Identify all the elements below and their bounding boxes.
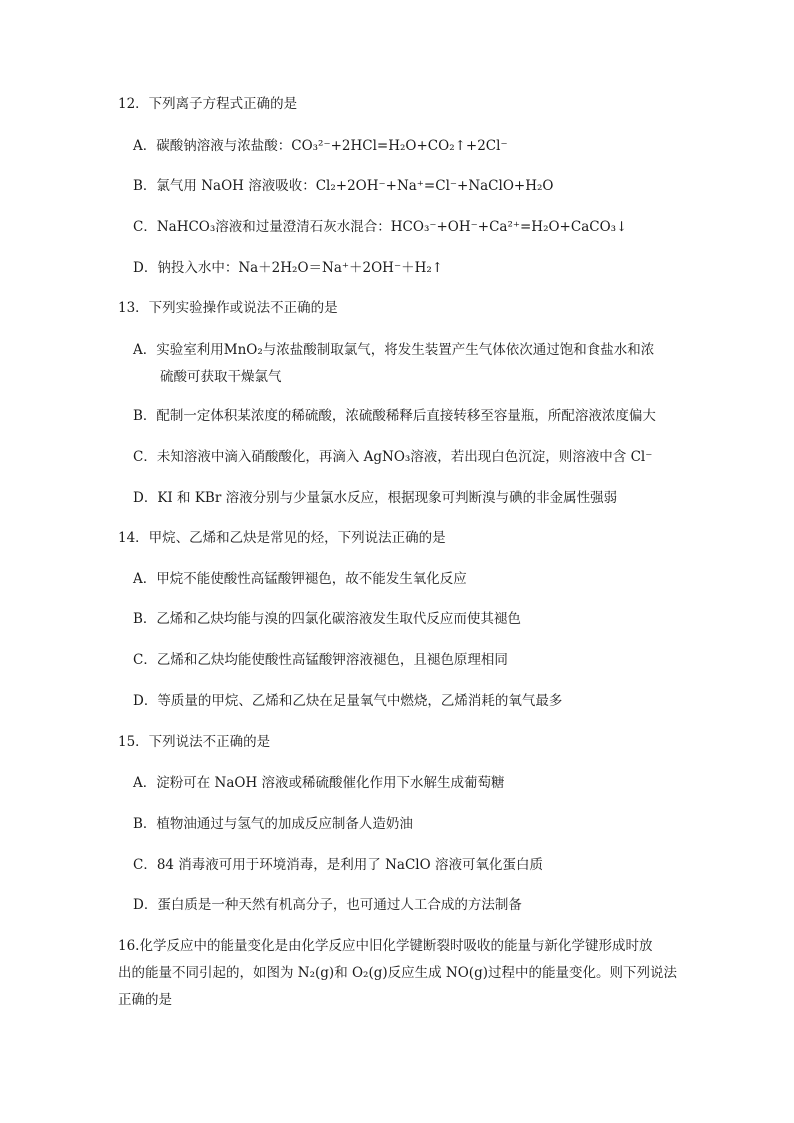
q16-stem-line1: 16.化学反应中的能量变化是由化学反应中旧化学键断裂时吸收的能量与新化学键形成时放 <box>118 938 653 954</box>
q15-option-b: B．植物油通过与氢气的加成反应制备人造奶油 <box>133 816 413 832</box>
q15-option-c: C．84 消毒液可用于环境消毒，是利用了 NaClO 溶液可氧化蛋白质 <box>133 857 543 873</box>
q13-option-d: D．KI 和 KBr 溶液分别与少量氯水反应，根据现象可判断溴与碘的非金属性强弱 <box>133 490 618 506</box>
q12-option-d: D．钠投入水中：Na＋2H₂O＝Na⁺＋2OH⁻＋H₂↑ <box>133 260 444 276</box>
q13-option-a-line2: 硫酸可获取干燥氯气 <box>160 369 282 385</box>
q14-option-d: D．等质量的甲烷、乙烯和乙炔在足量氧气中燃烧，乙烯消耗的氧气最多 <box>133 693 563 709</box>
q14-option-b: B．乙烯和乙炔均能与溴的四氯化碳溶液发生取代反应而使其褪色 <box>133 611 521 627</box>
q16-stem-line3: 正确的是 <box>118 992 172 1008</box>
q13-option-a-line1: A．实验室利用MnO₂与浓盐酸制取氯气，将发生装置产生气体依次通过饱和食盐水和浓 <box>133 342 655 358</box>
q16-stem-line2: 出的能量不同引起的，如图为 N₂(g)和 O₂(g)反应生成 NO(g)过程中的能量变化。则下列说法 <box>118 965 677 981</box>
q15-option-a: A．淀粉可在 NaOH 溶液或稀硫酸催化作用下水解生成葡萄糖 <box>133 775 505 791</box>
q15-stem: 15．下列说法不正确的是 <box>118 734 271 750</box>
q12-stem: 12．下列离子方程式正确的是 <box>118 96 298 112</box>
q13-option-c: C．未知溶液中滴入硝酸酸化，再滴入 AgNO₃溶液，若出现白色沉淀，则溶液中含 Cl⁻ <box>133 449 653 465</box>
q15-option-d: D．蛋白质是一种天然有机高分子，也可通过人工合成的方法制备 <box>133 897 522 913</box>
q14-option-a: A．甲烷不能使酸性高锰酸钾褪色，故不能发生氧化反应 <box>133 571 467 587</box>
q14-option-c: C．乙烯和乙炔均能使酸性高锰酸钾溶液褪色，且褪色原理相同 <box>133 652 508 668</box>
q12-option-c: C．NaHCO₃溶液和过量澄清石灰水混合：HCO₃⁻+OH⁻+Ca²⁺=H₂O+CaCO₃↓ <box>133 219 628 235</box>
q13-stem: 13．下列实验操作或说法不正确的是 <box>118 300 338 316</box>
q12-option-b: B．氯气用 NaOH 溶液吸收：Cl₂+2OH⁻+Na⁺=Cl⁻+NaClO+H₂O <box>133 178 554 194</box>
q13-option-b: B．配制一定体积某浓度的稀硫酸，浓硫酸稀释后直接转移至容量瓶，所配溶液浓度偏大 <box>133 408 656 424</box>
q14-stem: 14．甲烷、乙烯和乙炔是常见的烃，下列说法正确的是 <box>118 530 446 546</box>
q12-option-a: A．碳酸钠溶液与浓盐酸：CO₃²⁻+2HCl=H₂O+CO₂↑+2Cl⁻ <box>133 138 508 154</box>
